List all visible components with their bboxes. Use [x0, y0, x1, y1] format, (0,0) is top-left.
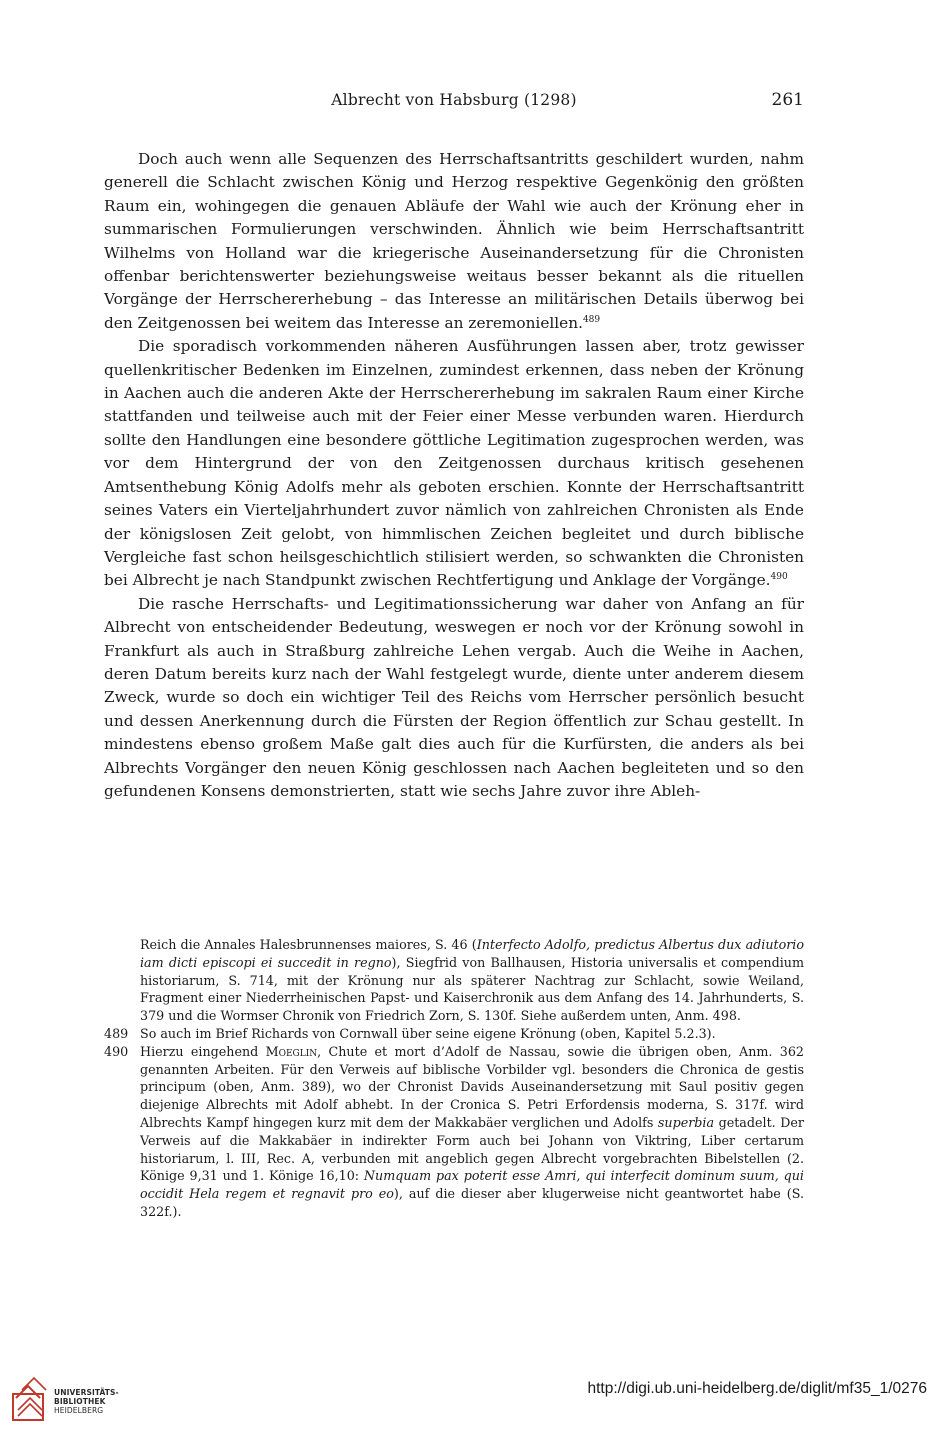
- footnote-490-text-a: Hierzu eingehend: [140, 1043, 266, 1059]
- running-title: Albrecht von Habsburg (1298): [331, 91, 577, 109]
- page-number: 261: [771, 90, 804, 110]
- footnote-490: [104, 1043, 804, 1221]
- footnote-continuation-text-a: Reich die Annales Halesbrunnenses maiores, S. 46 (: [140, 937, 477, 952]
- paragraph-3: [104, 593, 804, 804]
- footnote-490-quote: Numquam pax poterit esse Amri, qui interfecit dominum suum, qui occidit Hela regem et regnavit pro eo: [140, 1168, 804, 1202]
- paragraph-1: [104, 148, 804, 335]
- paragraph-3-text: Die rasche Herrschafts- und Legitimationssicherung war daher von Anfang an für Albrecht von entscheidender Bedeutung, weswegen er noch vor der Krönung sowohl in Frankfurt als auch in Straßburg zahlreiche Lehen vergab. Auch die Weihe in Aachen, deren Datum bereits kurz nach der Wahl festgelegt wurde, diente unter anderem diesem Zweck, wurde so doch ein wichtiger Teil des Reichs vom Herrscher persönlich besucht und dessen Anerkennung durch die Fürsten der Region öffentlich zur Schau gestellt. In mindestens ebenso großem Maße galt dies auch für die Kurfürsten, die anders als bei Albrechts Vorgänger den neuen König geschlossen nach Aachen begleiteten und so den gefundenen Konsens demonstrierten, statt wie sechs Jahre zuvor ihre Ableh-: [104, 594, 804, 800]
- footnote-continuation-quote: Interfecto Adolfo, predictus Albertus dux adiutorio iam dicti episcopi ei succedit in regno: [140, 937, 805, 970]
- footnote-ref-490[interactable]: 490: [770, 572, 788, 583]
- footnotes: [104, 936, 804, 1221]
- page-footer: [0, 1370, 941, 1437]
- footnote-490-author: Moeglin: [265, 1043, 318, 1059]
- logo-line-3: HEIDELBERG: [54, 1406, 104, 1415]
- footnote-ref-489[interactable]: 489: [582, 314, 601, 325]
- footnote-490-text-d: ), auf die dieser aber klugerweise nicht geantwortet habe (S. 322f.).: [140, 1186, 804, 1219]
- footnote-490-text-c: getadelt. Der Verweis auf die Makkabäer in indirekter Form auch bei Johann von Viktring, Liber certarum historiarum, l. III, Rec. A, verbunden mit angeblich gegen Albrecht vorgebrachten Bibelstellen (2. Könige 9,31 und 1. Könige 16,10:: [140, 1114, 804, 1184]
- library-logo-text: [54, 1388, 134, 1415]
- footnote-number-490: 490: [104, 1043, 129, 1059]
- footnote-489-text: So auch im Brief Richards von Cornwall über seine eigene Krönung (oben, Kapitel 5.2.3).: [140, 1025, 716, 1041]
- footnote-489: [104, 1025, 804, 1043]
- library-logo-icon: [10, 1376, 50, 1422]
- footnote-continuation: [140, 936, 804, 1025]
- footnote-490-text-b: , Chute et mort d’Adolf de Nassau, sowie die übrigen oben, Anm. 362 genannten Arbeiten. Für den Verweis auf biblische Vorbilder vgl. besonders die Chronica de gestis principum (oben, Anm. 389), wo der Chronist Davids Auseinandersetzung mit Saul positiv gegen diejenige Albrechts mit Adolf abhebt. In der Cronica S. Petri Erfordensis moderna, S. 317f. wird Albrechts Kampf hingegen kurz mit dem der Makkabäer verglichen und Adolfs: [140, 1043, 804, 1130]
- source-url[interactable]: http://digi.ub.uni-heidelberg.de/diglit/mf35_1/0276: [587, 1380, 927, 1397]
- paragraph-2-text: Die sporadisch vorkommenden näheren Ausführungen lassen aber, trotz gewisser quellenkritischer Bedenken im Einzelnen, zumindest erkennen, dass neben der Krönung in Aachen auch die anderen Akte der Herrschererhebung im sakralen Raum einer Kirche stattfanden und teilweise auch mit der Feier einer Messe verbunden waren. Hierdurch sollte den Handlungen eine besondere göttliche Legitimation zugesprochen werden, was vor dem Hintergrund der von den Zeitgenossen durchaus kritisch gesehenen Amtsenthebung König Adolfs mehr als geboten erschien. Konnte der Herrschaftsantritt seines Vaters ein Vierteljahrhundert zuvor nämlich von zahlreichen Chronisten als Ende der königslosen Zeit gelobt, von himmlischen Zeichen begleitet und durch biblische Vergleiche fast schon heilsgeschichtlich stilisiert werden, so schwankten die Chronisten bei Albrecht je nach Standpunkt zwischen Rechtfertigung und Anklage der Vorgänge.: [104, 337, 804, 590]
- running-head: [104, 88, 804, 112]
- logo-line-1: UNIVERSITÄTS-: [54, 1388, 119, 1397]
- footnote-number-489: 489: [104, 1025, 129, 1041]
- library-logo[interactable]: [10, 1376, 130, 1422]
- footnote-490-superbia: superbia: [657, 1114, 715, 1130]
- logo-line-2: BIBLIOTHEK: [54, 1397, 106, 1406]
- paragraph-2: [104, 335, 804, 592]
- paragraph-1-text: Doch auch wenn alle Sequenzen des Herrschaftsantritts geschildert wurden, nahm generell die Schlacht zwischen König und Herzog respektive Gegenkönig den größten Raum ein, wohingegen die genauen Abläufe der Wahl wie auch der Krönung eher in summarischen Formulierungen verschwinden. Ähnlich wie beim Herrschaftsantritt Wilhelms von Holland war die kriegerische Auseinandersetzung für die Chronisten offenbar berichtenswerter beziehungsweise weitaus besser bekannt als die rituellen Vorgänge der Herrschererhebung – das Interesse an militärischen Details überwog bei den Zeitgenossen bei weitem das Interesse an zeremoniellen.: [104, 150, 804, 332]
- footnote-continuation-text-c: ), Siegfrid von Ballhausen, Historia universalis et compendium historiarum, S. 714, mit der Krönung nur als späterer Nachtrag zur Schlacht, sowie Weiland, Fragment einer Niederrheinischen Papst- und Kaiserchronik aus dem Anfang des 14. Jahrhunderts, S. 379 und die Wormser Chronik von Friedrich Zorn, S. 130f. Siehe außerdem unten, Anm. 498.: [140, 954, 804, 1024]
- body-text: [104, 148, 804, 803]
